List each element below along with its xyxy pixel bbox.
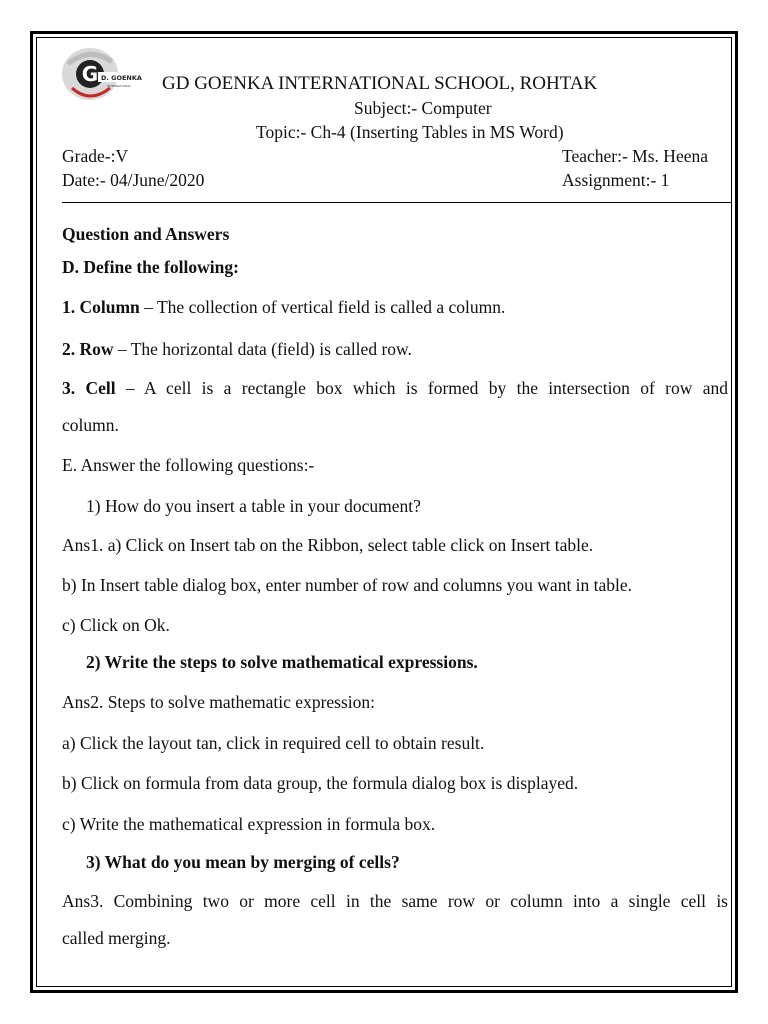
definition-text: – The collection of vertical field is called a column. bbox=[139, 297, 506, 317]
header-divider bbox=[62, 202, 732, 203]
school-logo bbox=[60, 44, 160, 104]
grade-line: Grade-:V bbox=[62, 146, 129, 166]
answer-1-line: c) Click on Ok. bbox=[62, 615, 170, 635]
svg-text:D. GOENKA: D. GOENKA bbox=[101, 74, 142, 82]
answer-1-line: Ans1. a) Click on Insert tab on the Ribbon, select table click on Insert table. bbox=[62, 535, 594, 555]
definition-cell bbox=[62, 378, 728, 399]
answer-3-line: Ans3. Combining two or more cell in the same row or column into a single cell is bbox=[62, 891, 728, 911]
definition-term: 2. Row bbox=[62, 339, 114, 359]
answer-2-line: Ans2. Steps to solve mathematic expression: bbox=[62, 692, 376, 712]
definition-term: 3. Cell bbox=[62, 378, 116, 398]
section-e-heading: E. Answer the following questions:- bbox=[62, 455, 315, 475]
teacher-line: Teacher:- Ms. Heena bbox=[562, 146, 708, 166]
svg-text:G: G bbox=[81, 62, 99, 86]
definition-text: – The horizontal data (field) is called row. bbox=[113, 339, 412, 359]
definition-row bbox=[62, 339, 412, 360]
answer-2-line: c) Write the mathematical expression in formula box. bbox=[62, 814, 436, 834]
definition-term: 1. Column bbox=[62, 297, 140, 317]
answer-3-line: called merging. bbox=[62, 928, 171, 948]
section-d-heading: D. Define the following: bbox=[62, 257, 239, 277]
answer-1-line: b) In Insert table dialog box, enter number of row and columns you want in table. bbox=[62, 575, 633, 595]
subject-line: Subject:- Computer bbox=[354, 98, 492, 118]
question-2: 2) Write the steps to solve mathematical expressions. bbox=[86, 652, 478, 672]
topic-line: Topic:- Ch-4 (Inserting Tables in MS Word) bbox=[256, 122, 564, 142]
date-line: Date:- 04/June/2020 bbox=[62, 170, 205, 190]
school-name: GD GOENKA INTERNATIONAL SCHOOL, ROHTAK bbox=[162, 73, 598, 94]
logo-emblem-icon bbox=[60, 44, 160, 104]
question-3: 3) What do you mean by merging of cells? bbox=[86, 852, 400, 872]
definition-text: – A cell is a rectangle box which is formed by the intersection of row and bbox=[115, 378, 728, 398]
question-1: 1) How do you insert a table in your document? bbox=[86, 496, 421, 516]
answer-2-line: a) Click the layout tan, click in required cell to obtain result. bbox=[62, 733, 485, 753]
section-title: Question and Answers bbox=[62, 224, 230, 244]
definition-column bbox=[62, 297, 505, 318]
answer-2-line: b) Click on formula from data group, the formula dialog box is displayed. bbox=[62, 773, 579, 793]
assignment-line: Assignment:- 1 bbox=[562, 170, 670, 190]
svg-text:INTERNATIONAL: INTERNATIONAL bbox=[107, 84, 132, 88]
definition-cell-continued: column. bbox=[62, 415, 119, 435]
